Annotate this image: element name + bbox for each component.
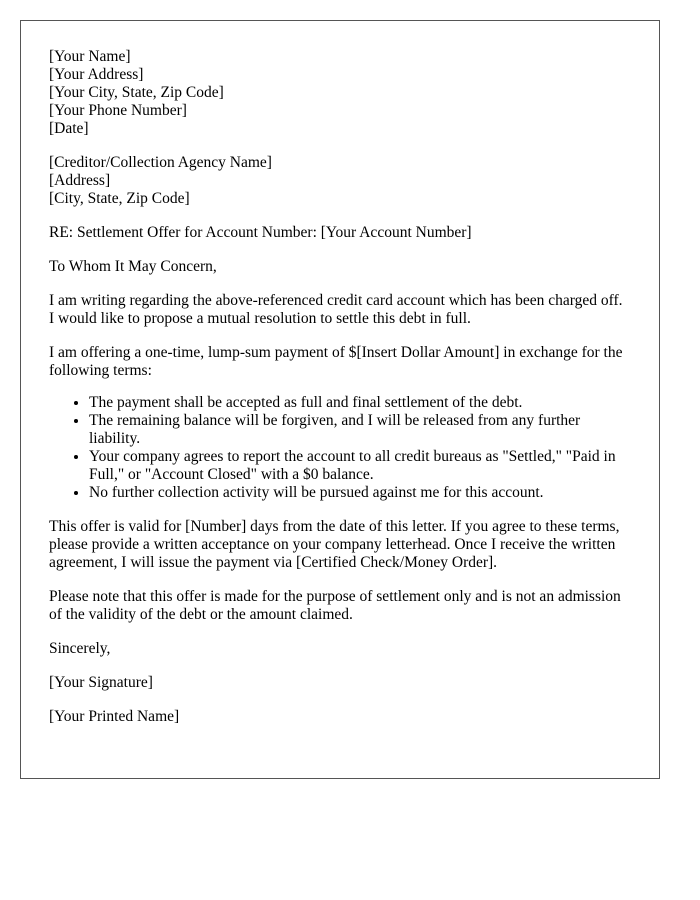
body-paragraph: Please note that this offer is made for the purpose of settlement only and is not an admission of the validity of the debt or the amount claimed. <box>49 588 621 623</box>
printed-name-placeholder: [Your Printed Name] <box>49 708 180 725</box>
body-paragraph: This offer is valid for [Number] days from the date of this letter. If you agree to these terms, please provide a written acceptance on your company letterhead. Once I receive the written agreement, I will issue the payment via [Certified Check/Money Order]. <box>49 518 620 571</box>
sender-block <box>49 48 631 138</box>
terms-list-item: • The remaining balance will be forgiven, and I will be released from any further liability. <box>89 412 631 448</box>
terms-list <box>49 394 631 502</box>
settlement-letter <box>20 20 660 779</box>
recipient-address: [Address] <box>49 172 111 189</box>
sender-name: [Your Name] <box>49 48 131 65</box>
body-paragraph: I am offering a one-time, lump-sum payment of $[Insert Dollar Amount] in exchange for the following terms: <box>49 344 623 379</box>
sender-address: [Your Address] <box>49 66 144 83</box>
recipient-name: [Creditor/Collection Agency Name] <box>49 154 272 171</box>
subject-line: RE: Settlement Offer for Account Number: [Your Account Number] <box>49 224 472 241</box>
terms-list-item: • No further collection activity will be pursued against me for this account. <box>89 484 631 502</box>
body-paragraph: I am writing regarding the above-referenced credit card account which has been charged off. I would like to propose a mutual resolution to settle this debt in full. <box>49 292 623 327</box>
terms-list-item: • The payment shall be accepted as full and final settlement of the debt. <box>89 394 631 412</box>
recipient-block <box>49 154 631 208</box>
letter-date: [Date] <box>49 120 89 137</box>
sender-city-state-zip: [Your City, State, Zip Code] <box>49 84 224 101</box>
signature-placeholder: [Your Signature] <box>49 674 153 691</box>
salutation: To Whom It May Concern, <box>49 258 217 275</box>
recipient-city-state-zip: [City, State, Zip Code] <box>49 190 190 207</box>
terms-list-item: • Your company agrees to report the account to all credit bureaus as "Settled," "Paid in Full," or "Account Closed" with a $0 balance. <box>89 448 631 484</box>
signoff: Sincerely, <box>49 640 111 657</box>
sender-phone: [Your Phone Number] <box>49 102 187 119</box>
